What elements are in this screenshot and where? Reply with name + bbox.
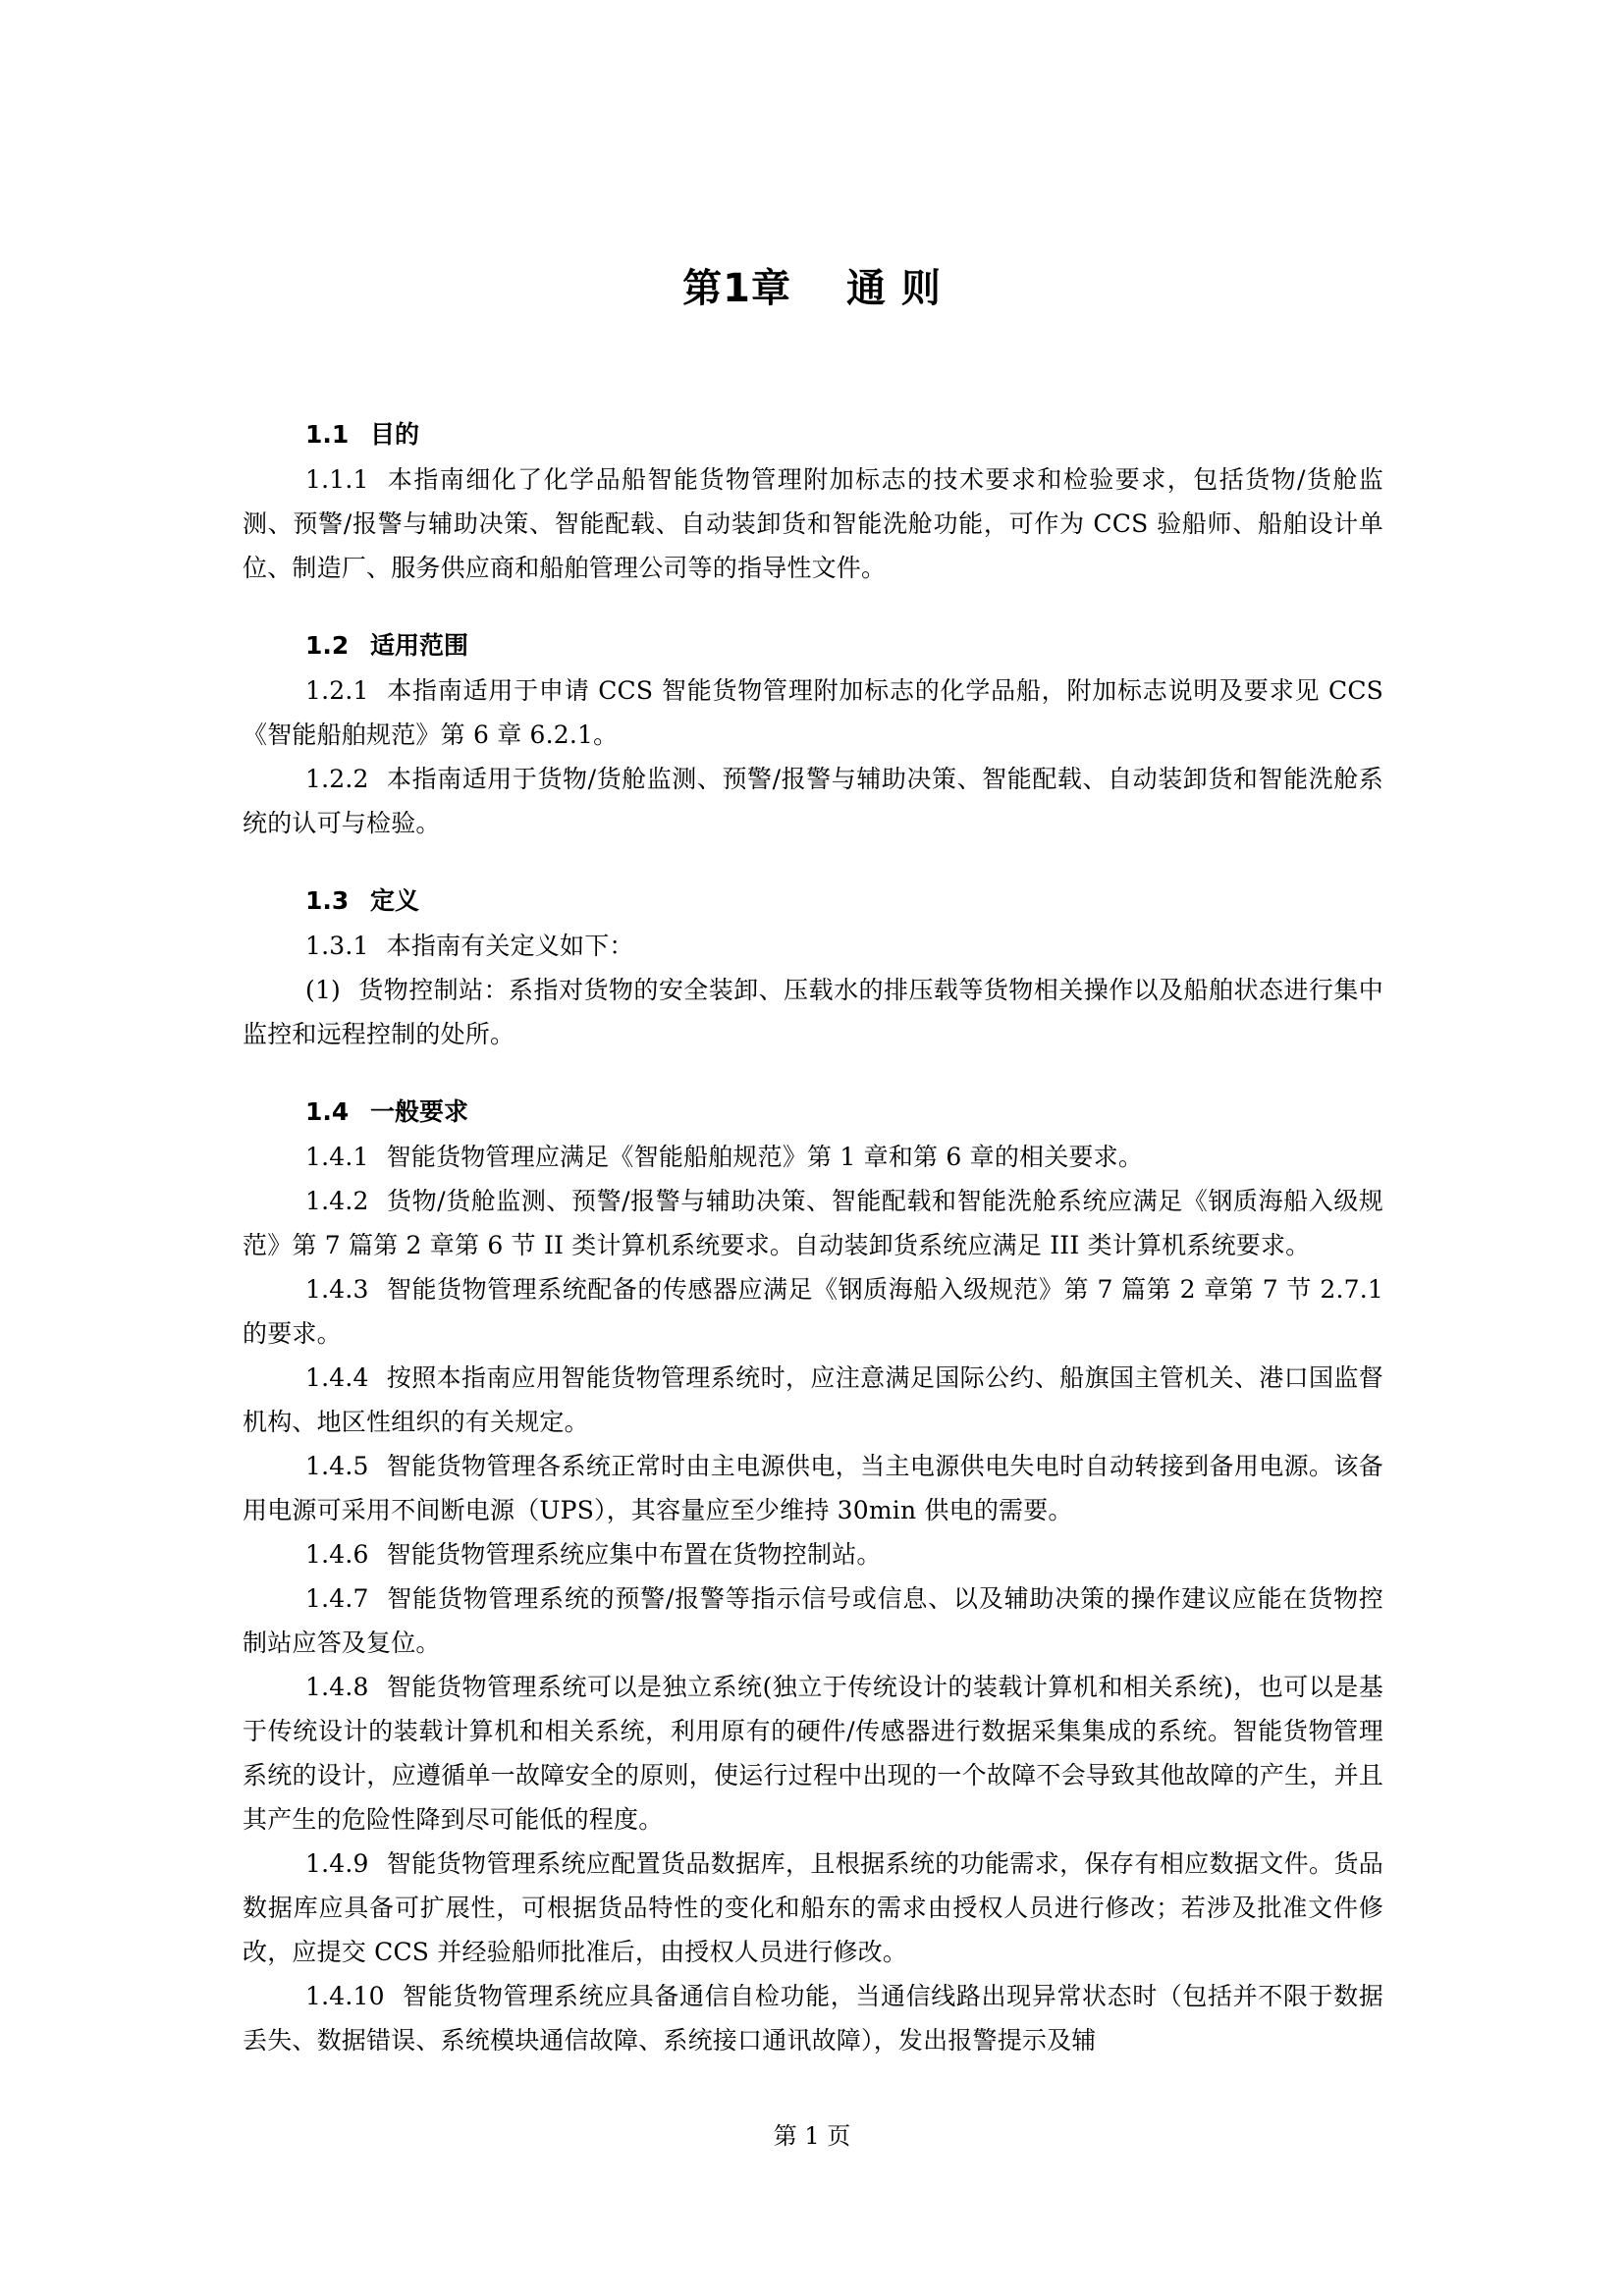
clause-text: 货物/货舱监测、预警/报警与辅助决策、智能配载和智能洗舱系统应满足《钢质海船入级规范》第 7 篇第 2 章第 6 节 II 类计算机系统要求。自动装卸货系统应满足 III 类计算机系统要求。	[243, 1187, 1383, 1259]
section-definitions	[243, 879, 1383, 1056]
chapter-title	[0, 257, 1624, 313]
clause-paragraph	[243, 1665, 1383, 1842]
section-title: 一般要求	[370, 1097, 469, 1126]
section-purpose	[243, 412, 1383, 590]
clause-paragraph	[243, 668, 1383, 757]
clause-paragraph	[243, 1974, 1383, 2062]
clause-paragraph	[243, 1179, 1383, 1267]
section-scope	[243, 623, 1383, 845]
clause-text: 本指南适用于申请 CCS 智能货物管理附加标志的化学品船，附加标志说明及要求见 CCS《智能船舶规范》第 6 章 6.2.1。	[243, 676, 1383, 749]
clause-number: 1.3.1	[305, 932, 369, 960]
section-number: 1.2	[305, 631, 350, 660]
section-heading	[243, 1090, 1383, 1135]
clause-text: 智能货物管理各系统正常时由主电源供电，当主电源供电失电时自动转接到备用电源。该备用电源可采用不间断电源（UPS），其容量应至少维持 30min 供电的需要。	[243, 1452, 1383, 1524]
clause-text: 本指南有关定义如下：	[386, 932, 634, 960]
clause-number: 1.4.3	[305, 1275, 369, 1304]
clause-text: 按照本指南应用智能货物管理系统时，应注意满足国际公约、船旗国主管机关、港口国监督机构、地区性组织的有关规定。	[243, 1363, 1383, 1436]
chapter-name: 通 则	[845, 266, 942, 311]
clause-paragraph	[243, 1842, 1383, 1974]
clause-text: 本指南适用于货物/货舱监测、预警/报警与辅助决策、智能配载、自动装卸货和智能洗舱系统的认可与检验。	[243, 765, 1383, 837]
clause-text: 智能货物管理系统可以是独立系统(独立于传统设计的装载计算机和相关系统)，也可以是基于传统设计的装载计算机和相关系统，利用原有的硬件/传感器进行数据采集集成的系统。智能货物管理系统的设计，应遵循单一故障安全的原则，使运行过程中出现的一个故障不会导致其他故障的产生，并且其产生的危险性降到尽可能低的程度。	[243, 1673, 1383, 1834]
section-title: 目的	[370, 420, 420, 449]
definition-item	[243, 968, 1383, 1056]
clause-text: 智能货物管理系统的预警/报警等指示信号或信息、以及辅助决策的操作建议应能在货物控制站应答及复位。	[243, 1584, 1383, 1657]
clause-paragraph	[243, 457, 1383, 590]
clause-paragraph	[243, 1356, 1383, 1444]
item-text: 货物控制站：系指对货物的安全装卸、压载水的排压载等货物相关操作以及船舶状态进行集中监控和远程控制的处所。	[243, 976, 1383, 1048]
clause-number: 1.4.1	[305, 1143, 369, 1171]
section-heading	[243, 412, 1383, 457]
clause-number: 1.4.5	[305, 1452, 369, 1480]
clause-number: 1.2.1	[305, 676, 369, 705]
clause-number: 1.4.7	[305, 1584, 369, 1613]
document-body	[243, 412, 1383, 2096]
clause-paragraph	[243, 757, 1383, 845]
page-number: 第 1 页	[773, 2122, 851, 2150]
clause-paragraph	[243, 1532, 1383, 1576]
section-title: 适用范围	[370, 631, 469, 660]
clause-paragraph	[243, 1267, 1383, 1356]
clause-text: 智能货物管理系统配备的传感器应满足《钢质海船入级规范》第 7 篇第 2 章第 7 节 2.7.1 的要求。	[243, 1275, 1383, 1348]
item-number: (1)	[305, 976, 342, 1004]
section-number: 1.3	[305, 886, 350, 915]
clause-number: 1.4.6	[305, 1540, 369, 1569]
clause-number: 1.4.8	[305, 1673, 369, 1701]
section-number: 1.1	[305, 420, 350, 449]
clause-paragraph	[243, 924, 1383, 968]
clause-number: 1.4.9	[305, 1849, 369, 1878]
clause-number: 1.4.2	[305, 1187, 369, 1215]
clause-text: 智能货物管理系统应集中布置在货物控制站。	[386, 1540, 882, 1569]
clause-number: 1.4.10	[305, 1982, 385, 2010]
clause-paragraph	[243, 1576, 1383, 1665]
section-heading	[243, 879, 1383, 924]
section-general-requirements	[243, 1090, 1383, 2062]
clause-number: 1.4.4	[305, 1363, 369, 1392]
section-number: 1.4	[305, 1097, 350, 1126]
clause-text: 智能货物管理系统应配置货品数据库，且根据系统的功能需求，保存有相应数据文件。货品数据库应具备可扩展性，可根据货品特性的变化和船东的需求由授权人员进行修改；若涉及批准文件修改，应提交 CCS 并经验船师批准后，由授权人员进行修改。	[243, 1849, 1383, 1966]
clause-text: 智能货物管理应满足《智能船舶规范》第 1 章和第 6 章的相关要求。	[386, 1143, 1144, 1171]
clause-paragraph	[243, 1135, 1383, 1179]
clause-paragraph	[243, 1444, 1383, 1532]
clause-text: 本指南细化了化学品船智能货物管理附加标志的技术要求和检验要求，包括货物/货舱监测、预警/报警与辅助决策、智能配载、自动装卸货和智能洗舱功能，可作为 CCS 验船师、船舶设计单位、制造厂、服务供应商和船舶管理公司等的指导性文件。	[243, 465, 1383, 582]
chapter-number: 第1章	[682, 266, 791, 311]
clause-number: 1.2.2	[305, 765, 369, 793]
section-heading	[243, 623, 1383, 668]
clause-number: 1.1.1	[305, 465, 369, 494]
clause-text: 智能货物管理系统应具备通信自检功能，当通信线路出现异常状态时（包括并不限于数据丢失、数据错误、系统模块通信故障、系统接口通讯故障），发出报警提示及辅	[243, 1982, 1383, 2055]
section-title: 定义	[370, 886, 420, 915]
